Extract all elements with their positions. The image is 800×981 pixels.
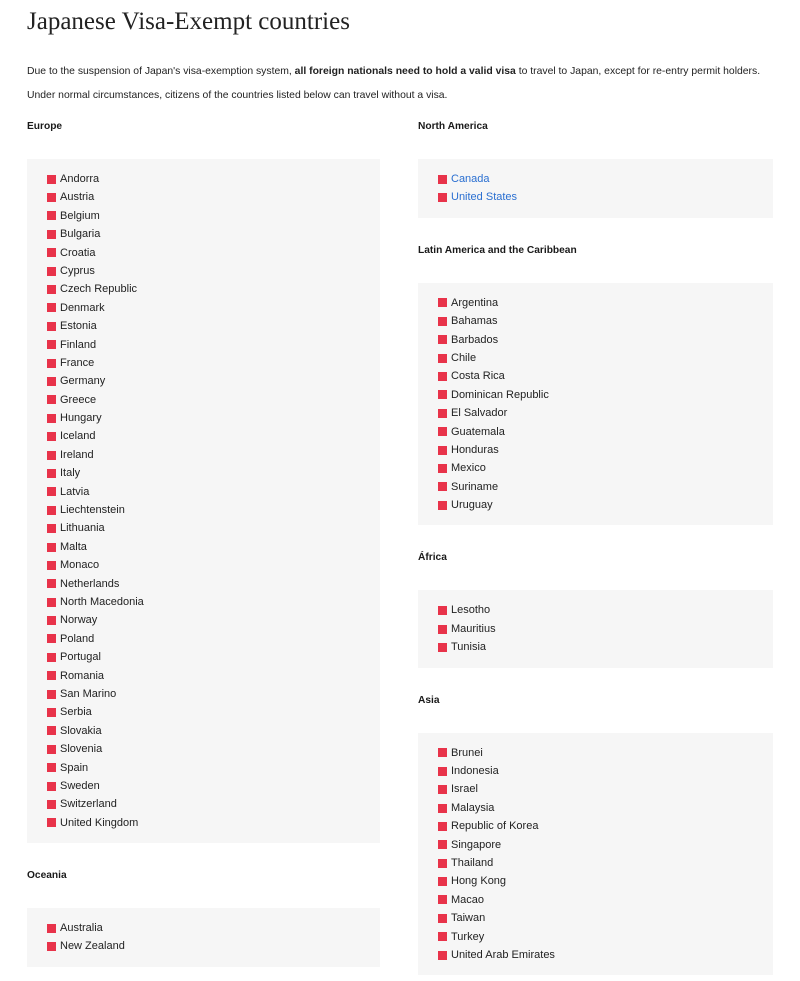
bullet-square-icon bbox=[438, 932, 447, 941]
bullet-square-icon bbox=[47, 193, 56, 202]
country-name: North Macedonia bbox=[60, 595, 144, 608]
country-name: Barbados bbox=[451, 333, 499, 346]
country-name: San Marino bbox=[60, 687, 117, 700]
bullet-square-icon bbox=[438, 175, 447, 184]
country-item bbox=[47, 519, 380, 537]
country-name: Poland bbox=[60, 632, 95, 645]
country-name: Norway bbox=[60, 614, 98, 627]
country-item bbox=[438, 928, 773, 946]
country-item bbox=[47, 299, 380, 317]
bullet-square-icon bbox=[438, 951, 447, 960]
country-item bbox=[47, 170, 380, 188]
country-name: Malaysia bbox=[451, 801, 495, 814]
region-title-africa: África bbox=[418, 552, 447, 564]
bullet-square-icon bbox=[47, 745, 56, 754]
bullet-square-icon bbox=[47, 726, 56, 735]
bullet-square-icon bbox=[47, 395, 56, 404]
bullet-square-icon bbox=[438, 785, 447, 794]
country-name: Netherlands bbox=[60, 577, 120, 590]
country-item bbox=[47, 919, 380, 937]
country-name: Finland bbox=[60, 338, 97, 351]
country-item bbox=[438, 441, 773, 459]
country-name: Singapore bbox=[451, 838, 502, 851]
bullet-square-icon bbox=[47, 506, 56, 515]
country-item bbox=[47, 814, 380, 832]
country-item bbox=[47, 575, 380, 593]
country-list-africa bbox=[438, 601, 773, 656]
country-name: Macao bbox=[451, 893, 485, 906]
bullet-square-icon bbox=[438, 193, 447, 202]
country-name: Cyprus bbox=[60, 264, 95, 277]
bullet-square-icon bbox=[438, 804, 447, 813]
bullet-square-icon bbox=[438, 877, 447, 886]
country-name: Sweden bbox=[60, 779, 100, 792]
bullet-square-icon bbox=[47, 543, 56, 552]
bullet-square-icon bbox=[438, 748, 447, 757]
country-item bbox=[438, 423, 773, 441]
bullet-square-icon bbox=[438, 427, 447, 436]
bullet-square-icon bbox=[438, 409, 447, 418]
bullet-square-icon bbox=[438, 335, 447, 344]
country-name: Thailand bbox=[451, 856, 494, 869]
country-name: Bahamas bbox=[451, 315, 498, 328]
country-item bbox=[438, 404, 773, 422]
country-item bbox=[438, 349, 773, 367]
region-title-asia: Asia bbox=[418, 694, 440, 706]
country-item bbox=[438, 294, 773, 312]
country-name: Serbia bbox=[60, 706, 92, 719]
region-title-north-america: North America bbox=[418, 121, 488, 132]
country-name: Bulgaria bbox=[60, 228, 101, 241]
country-name: Estonia bbox=[60, 320, 97, 333]
country-item bbox=[438, 620, 773, 638]
country-item bbox=[47, 937, 380, 955]
country-item bbox=[47, 188, 380, 206]
bullet-square-icon bbox=[47, 782, 56, 791]
country-list-europe bbox=[47, 170, 380, 832]
country-item bbox=[438, 478, 773, 496]
country-name: Dominican Republic bbox=[451, 388, 549, 401]
bullet-square-icon bbox=[47, 598, 56, 607]
region-columns bbox=[27, 120, 773, 975]
region-title-europe: Europe bbox=[27, 121, 63, 132]
country-item bbox=[438, 331, 773, 349]
bullet-square-icon bbox=[47, 942, 56, 951]
country-name: Hungary bbox=[60, 412, 102, 425]
bullet-square-icon bbox=[438, 840, 447, 849]
bullet-square-icon bbox=[438, 482, 447, 491]
country-item bbox=[438, 459, 773, 477]
country-item bbox=[47, 280, 380, 298]
country-name: Latvia bbox=[60, 485, 90, 498]
country-item bbox=[438, 496, 773, 514]
country-item bbox=[47, 225, 380, 243]
bullet-square-icon bbox=[47, 763, 56, 772]
country-name: Slovakia bbox=[60, 724, 102, 737]
country-link[interactable] bbox=[438, 188, 773, 206]
country-name: Taiwan bbox=[451, 912, 486, 925]
country-item bbox=[438, 799, 773, 817]
region-title-oceania: Oceania bbox=[27, 870, 67, 882]
country-item bbox=[47, 336, 380, 354]
country-name: Guatemala bbox=[451, 425, 505, 438]
country-item bbox=[47, 391, 380, 409]
bullet-square-icon bbox=[47, 451, 56, 460]
country-item bbox=[47, 611, 380, 629]
country-item bbox=[47, 483, 380, 501]
country-item bbox=[47, 538, 380, 556]
country-name: Brunei bbox=[451, 746, 483, 759]
country-item bbox=[47, 722, 380, 740]
country-item bbox=[47, 244, 380, 262]
country-name: Iceland bbox=[60, 430, 96, 443]
page-title: Japanese Visa-Exempt countries bbox=[27, 8, 350, 35]
bullet-square-icon bbox=[438, 464, 447, 473]
country-name: Andorra bbox=[60, 173, 100, 185]
country-list-oceania bbox=[47, 919, 380, 956]
bullet-square-icon bbox=[438, 317, 447, 326]
bullet-square-icon bbox=[47, 653, 56, 662]
country-name: Argentina bbox=[451, 296, 499, 309]
country-item bbox=[47, 777, 380, 795]
bullet-square-icon bbox=[47, 579, 56, 588]
bullet-square-icon bbox=[47, 175, 56, 184]
country-item bbox=[47, 703, 380, 721]
country-name: France bbox=[60, 356, 95, 369]
country-name: Indonesia bbox=[451, 765, 499, 778]
region-box-north-america bbox=[418, 159, 773, 218]
country-item bbox=[47, 446, 380, 464]
country-name: United Arab Emirates bbox=[451, 948, 555, 961]
country-link[interactable] bbox=[438, 170, 773, 188]
bullet-square-icon bbox=[438, 767, 447, 776]
country-item bbox=[47, 795, 380, 813]
bullet-square-icon bbox=[47, 561, 56, 570]
country-item bbox=[47, 593, 380, 611]
country-name: Slovenia bbox=[60, 743, 103, 756]
bullet-square-icon bbox=[47, 671, 56, 680]
country-name: Turkey bbox=[451, 930, 485, 943]
intro-bold-text: all foreign nationals need to hold a valid visa bbox=[294, 66, 516, 77]
bullet-square-icon bbox=[47, 230, 56, 239]
region-box-oceania bbox=[27, 908, 380, 967]
country-item bbox=[47, 501, 380, 519]
country-name: Republic of Korea bbox=[451, 820, 539, 833]
country-item bbox=[438, 817, 773, 835]
country-item bbox=[47, 759, 380, 777]
bullet-square-icon bbox=[47, 340, 56, 349]
country-name: New Zealand bbox=[60, 940, 125, 953]
country-item bbox=[47, 648, 380, 666]
country-item bbox=[438, 744, 773, 762]
country-name: El Salvador bbox=[451, 407, 508, 420]
bullet-square-icon bbox=[438, 914, 447, 923]
country-name[interactable]: United States bbox=[451, 191, 518, 204]
region-box-asia bbox=[418, 733, 773, 976]
country-name: Switzerland bbox=[60, 798, 117, 811]
bullet-square-icon bbox=[47, 616, 56, 625]
intro-note: Under normal circumstances, citizens of the countries listed below can travel without a visa. bbox=[27, 90, 448, 101]
bullet-square-icon bbox=[47, 708, 56, 717]
region-box-europe bbox=[27, 159, 380, 843]
country-name: Austria bbox=[60, 191, 95, 204]
country-item bbox=[438, 601, 773, 619]
bullet-square-icon bbox=[438, 643, 447, 652]
country-name: Mauritius bbox=[451, 622, 496, 635]
bullet-square-icon bbox=[438, 822, 447, 831]
country-item bbox=[438, 854, 773, 872]
bullet-square-icon bbox=[47, 211, 56, 220]
country-name: Germany bbox=[60, 375, 106, 388]
bullet-square-icon bbox=[438, 501, 447, 510]
bullet-square-icon bbox=[438, 446, 447, 455]
country-name: Costa Rica bbox=[451, 370, 505, 383]
country-item bbox=[47, 667, 380, 685]
intro-paragraph bbox=[27, 65, 773, 79]
bullet-square-icon bbox=[47, 924, 56, 933]
bullet-square-icon bbox=[47, 432, 56, 441]
country-name: Israel bbox=[451, 783, 478, 796]
country-item bbox=[438, 946, 773, 964]
country-item bbox=[438, 909, 773, 927]
region-box-latin-america bbox=[418, 283, 773, 526]
country-item bbox=[47, 427, 380, 445]
country-name: Italy bbox=[60, 467, 81, 480]
intro-text: Due to the suspension of Japan's visa-exemption system, bbox=[27, 66, 295, 77]
country-item bbox=[47, 464, 380, 482]
country-name: Tunisia bbox=[451, 641, 487, 654]
country-name: Liechtenstein bbox=[60, 504, 125, 517]
country-name: United Kingdom bbox=[60, 816, 139, 829]
country-name: Ireland bbox=[60, 448, 94, 461]
country-name[interactable]: Canada bbox=[451, 173, 490, 185]
country-name: Czech Republic bbox=[60, 283, 138, 296]
bullet-square-icon bbox=[438, 606, 447, 615]
country-item bbox=[438, 872, 773, 890]
bullet-square-icon bbox=[47, 487, 56, 496]
bullet-square-icon bbox=[47, 634, 56, 643]
country-name: Suriname bbox=[451, 480, 499, 493]
left-column bbox=[27, 120, 380, 975]
bullet-square-icon bbox=[47, 414, 56, 423]
country-item bbox=[438, 762, 773, 780]
bullet-square-icon bbox=[47, 267, 56, 276]
bullet-square-icon bbox=[438, 895, 447, 904]
country-item bbox=[47, 262, 380, 280]
intro-text-end: to travel to Japan, except for re-entry permit holders. bbox=[515, 66, 761, 77]
bullet-square-icon bbox=[438, 625, 447, 634]
country-item bbox=[47, 372, 380, 390]
country-name: Croatia bbox=[60, 246, 96, 259]
bullet-square-icon bbox=[438, 354, 447, 363]
country-list-latin-america bbox=[438, 294, 773, 515]
country-item bbox=[47, 556, 380, 574]
bullet-square-icon bbox=[47, 818, 56, 827]
country-item bbox=[438, 367, 773, 385]
country-item bbox=[47, 685, 380, 703]
country-list-north-america bbox=[438, 170, 773, 207]
country-name: Australia bbox=[60, 922, 103, 935]
bullet-square-icon bbox=[47, 690, 56, 699]
bullet-square-icon bbox=[47, 285, 56, 294]
country-name: Lesotho bbox=[451, 604, 491, 617]
bullet-square-icon bbox=[438, 390, 447, 399]
bullet-square-icon bbox=[438, 298, 447, 307]
country-list-asia bbox=[438, 744, 773, 965]
country-item bbox=[47, 630, 380, 648]
country-name: Denmark bbox=[60, 301, 105, 314]
bullet-square-icon bbox=[47, 248, 56, 257]
country-name: Malta bbox=[60, 540, 87, 553]
bullet-square-icon bbox=[47, 322, 56, 331]
right-column bbox=[418, 120, 773, 975]
country-item bbox=[438, 891, 773, 909]
country-name: Belgium bbox=[60, 209, 100, 222]
bullet-square-icon bbox=[47, 303, 56, 312]
bullet-square-icon bbox=[438, 372, 447, 381]
country-item bbox=[438, 780, 773, 798]
country-name: Lithuania bbox=[60, 522, 105, 535]
country-item bbox=[438, 312, 773, 330]
bullet-square-icon bbox=[47, 524, 56, 533]
bullet-square-icon bbox=[47, 359, 56, 368]
country-name: Portugal bbox=[60, 651, 101, 664]
bullet-square-icon bbox=[47, 469, 56, 478]
country-item bbox=[47, 354, 380, 372]
bullet-square-icon bbox=[47, 800, 56, 809]
country-name: Uruguay bbox=[451, 499, 493, 512]
country-name: Mexico bbox=[451, 462, 486, 475]
country-item bbox=[47, 207, 380, 225]
country-item bbox=[438, 836, 773, 854]
country-item bbox=[47, 740, 380, 758]
country-item bbox=[47, 317, 380, 335]
country-item bbox=[438, 638, 773, 656]
country-item bbox=[438, 386, 773, 404]
bullet-square-icon bbox=[438, 859, 447, 868]
country-name: Honduras bbox=[451, 443, 499, 456]
country-name: Monaco bbox=[60, 559, 100, 572]
country-name: Romania bbox=[60, 669, 105, 682]
country-name: Greece bbox=[60, 393, 97, 406]
region-box-africa bbox=[418, 590, 773, 667]
country-item bbox=[47, 409, 380, 427]
region-title-latin-america: Latin America and the Caribbean bbox=[418, 244, 577, 256]
country-name: Chile bbox=[451, 351, 477, 364]
bullet-square-icon bbox=[47, 377, 56, 386]
country-name: Hong Kong bbox=[451, 875, 507, 888]
country-name: Spain bbox=[60, 761, 89, 774]
